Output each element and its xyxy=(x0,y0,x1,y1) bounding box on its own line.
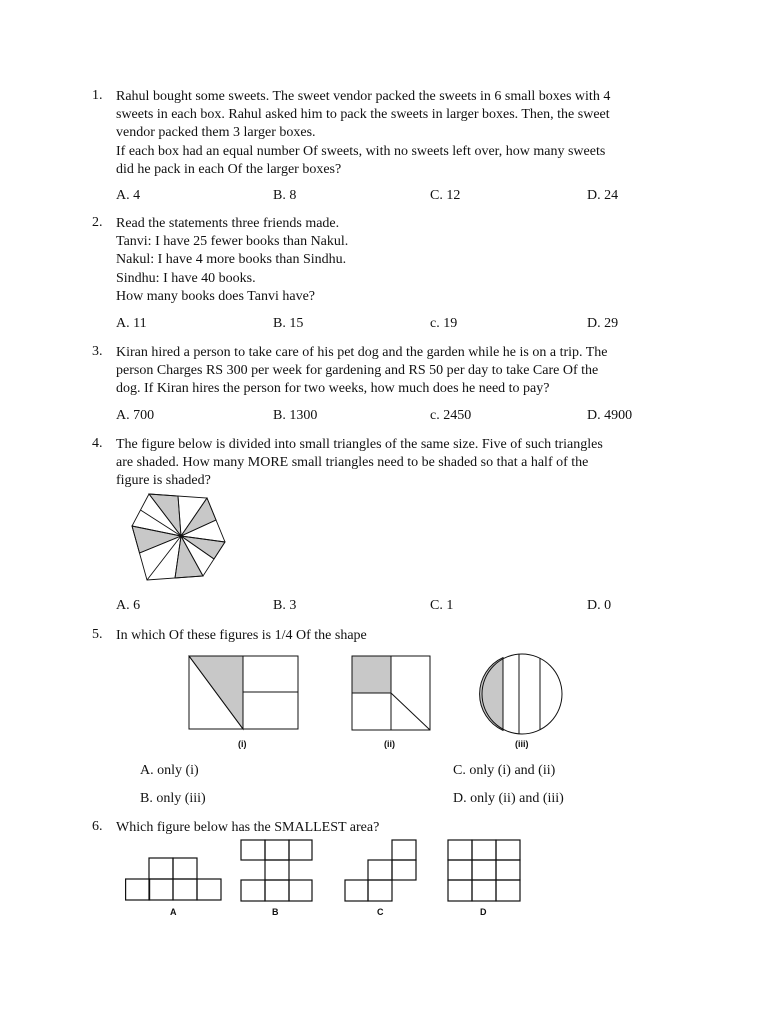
question-text xyxy=(116,436,668,491)
question-line: Sindhu: I have 40 books. xyxy=(116,270,256,286)
hexagon-triangles-figure xyxy=(130,490,230,586)
shaded-square xyxy=(352,656,391,693)
option-b[interactable]: B. only (iii) xyxy=(140,791,206,806)
option-d[interactable]: D. 29 xyxy=(587,316,619,331)
question-text xyxy=(116,215,668,306)
question-line: Read the statements three friends made. xyxy=(116,216,340,231)
question-text xyxy=(116,819,668,837)
option-b[interactable]: B. 1300 xyxy=(273,408,318,423)
question-line: Nakul: I have 4 more books than Sindhu. xyxy=(116,252,347,268)
option-c[interactable]: C. 1 xyxy=(430,598,454,613)
figure-c xyxy=(344,839,418,903)
question-line: Which figure below has the SMALLEST area? xyxy=(116,820,380,835)
option-c[interactable]: C. only (i) and (ii) xyxy=(453,763,556,778)
option-d[interactable]: D. only (ii) and (iii) xyxy=(453,791,564,806)
figure-label: D xyxy=(480,907,487,917)
question-line: Kiran hired a person to take care of his pet dog and the garden while he is on a trip. The xyxy=(116,345,608,360)
option-a[interactable]: A. 6 xyxy=(116,598,141,613)
option-d[interactable]: D. 0 xyxy=(587,598,612,613)
question-text xyxy=(116,344,668,399)
figure-label: B xyxy=(272,907,279,917)
figure-label: (iii) xyxy=(515,739,529,749)
question-line: are shaded. How many MORE small triangles need to be shaded so that a half of the xyxy=(116,455,589,471)
question-line: did he pack in each Of the larger boxes? xyxy=(116,161,342,177)
question-number: 3. xyxy=(92,344,103,359)
option-c[interactable]: c. 19 xyxy=(430,316,458,331)
question-line: How many books does Tanvi have? xyxy=(116,288,316,304)
figure-b xyxy=(240,839,314,903)
option-b[interactable]: B. 15 xyxy=(273,316,304,331)
option-d[interactable]: D. 4900 xyxy=(587,408,633,423)
question-line: If each box had an equal number Of sweets, with no sweets left over, how many sweets xyxy=(116,143,606,159)
figure-a xyxy=(125,856,225,902)
option-a[interactable]: A. 4 xyxy=(116,188,141,203)
option-c[interactable]: c. 2450 xyxy=(430,408,472,423)
question-line: sweets in each box. Rahul asked him to pack the sweets in larger boxes. Then, the sweet xyxy=(116,107,610,123)
option-a[interactable]: A. only (i) xyxy=(140,763,199,778)
figure-label: (i) xyxy=(238,739,247,749)
option-b[interactable]: B. 8 xyxy=(273,188,297,203)
question-number: 6. xyxy=(92,819,103,834)
option-a[interactable]: A. 11 xyxy=(116,316,147,331)
figure-ii xyxy=(351,655,433,735)
option-a[interactable]: A. 700 xyxy=(116,408,155,423)
question-number: 2. xyxy=(92,215,103,230)
figure-iii xyxy=(481,652,565,736)
shaded-triangle xyxy=(132,526,181,553)
question-number: 4. xyxy=(92,436,103,451)
question-text xyxy=(116,88,668,179)
figure-label: C xyxy=(377,907,384,917)
option-c[interactable]: C. 12 xyxy=(430,188,461,203)
question-line: In which Of these figures is 1/4 Of the shape xyxy=(116,628,367,643)
question-line: vendor packed them 3 larger boxes. xyxy=(116,125,316,141)
question-text xyxy=(116,627,668,645)
question-line: dog. If Kiran hires the person for two weeks, how much does he need to pay? xyxy=(116,381,550,397)
figure-i xyxy=(188,655,300,735)
figure-label: A xyxy=(170,907,177,917)
question-line: figure is shaded? xyxy=(116,473,211,489)
figure-outline xyxy=(482,654,562,734)
figure-d xyxy=(447,839,523,903)
option-b[interactable]: B. 3 xyxy=(273,598,297,613)
option-d[interactable]: D. 24 xyxy=(587,188,619,203)
question-number: 5. xyxy=(92,627,103,642)
shaded-triangle xyxy=(181,498,216,536)
question-line: Rahul bought some sweets. The sweet vendor packed the sweets in 6 small boxes with 4 xyxy=(116,89,611,104)
question-number: 1. xyxy=(92,88,103,103)
question-line: person Charges RS 300 per week for gardening and RS 50 per day to take Care Of the xyxy=(116,363,599,379)
question-line: Tanvi: I have 25 fewer books than Nakul. xyxy=(116,234,349,250)
question-line: The figure below is divided into small triangles of the same size. Five of such triangles xyxy=(116,437,603,452)
figure-label: (ii) xyxy=(384,739,395,749)
